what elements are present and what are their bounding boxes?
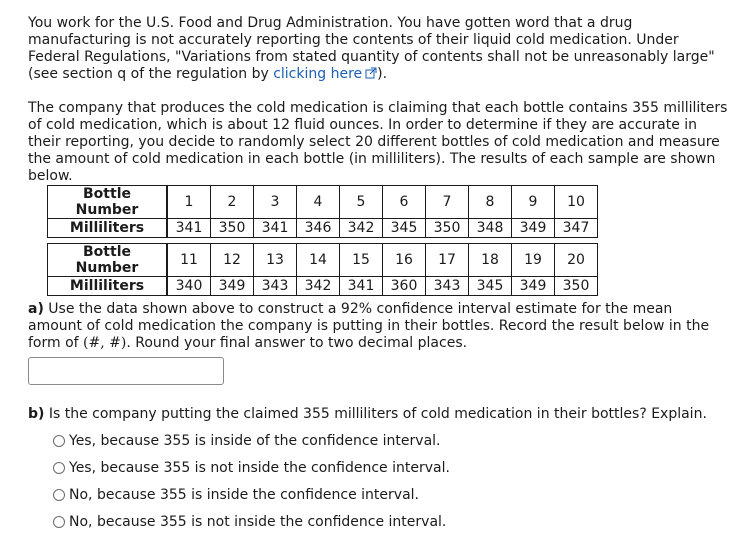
answer-option-1[interactable] bbox=[53, 433, 441, 449]
table-cell: 16 bbox=[383, 244, 426, 277]
table-cell: 2 bbox=[211, 186, 254, 219]
table-cell: 9 bbox=[512, 186, 555, 219]
table-cell: 347 bbox=[555, 219, 598, 238]
table-cell: 350 bbox=[555, 277, 598, 296]
question-a bbox=[28, 301, 728, 352]
table-cell: 348 bbox=[469, 219, 512, 238]
table-cell: 350 bbox=[426, 219, 469, 238]
intro-after-link: ). bbox=[377, 66, 388, 82]
table-cell: 341 bbox=[254, 219, 297, 238]
table-cell: 7 bbox=[426, 186, 469, 219]
intro-paragraph bbox=[28, 15, 733, 83]
external-link-icon bbox=[365, 67, 377, 79]
table-cell: 8 bbox=[469, 186, 512, 219]
answer-option-3[interactable] bbox=[53, 487, 419, 503]
table-cell: 4 bbox=[297, 186, 340, 219]
table-cell: 342 bbox=[297, 277, 340, 296]
scenario-paragraph: The company that produces the cold medication is claiming that each bottle contains 355 milliliters of cold medication, which is about 12 fluid ounces. In order to determine if they are accurate in their reporting, you decide to randomly select 20 different bottles of cold medication and measure the amount of cold medication in each bottle (in milliliters). The results of each sample are shown below. bbox=[28, 100, 728, 184]
bottle-table-1 bbox=[47, 185, 598, 238]
question-b bbox=[28, 406, 707, 422]
table-row bbox=[48, 219, 598, 238]
table-cell: 341 bbox=[167, 219, 211, 238]
table-cell: 14 bbox=[297, 244, 340, 277]
table-cell: 350 bbox=[211, 219, 254, 238]
table-cell: 360 bbox=[383, 277, 426, 296]
table-cell: 12 bbox=[211, 244, 254, 277]
table-row bbox=[48, 244, 598, 277]
bottle-table-2 bbox=[47, 243, 598, 296]
question-b-text: Is the company putting the claimed 355 milliliters of cold medication in their bottles? Explain. bbox=[44, 406, 707, 422]
question-a-text: Use the data shown above to construct a 92% confidence interval estimate for the mean amount of cold medication the company is putting in their bottles. Record the result below in the form of bbox=[28, 301, 710, 351]
answer-format: (#, #) bbox=[83, 335, 127, 351]
table-cell: 19 bbox=[512, 244, 555, 277]
answer-option-2[interactable] bbox=[53, 460, 450, 476]
row-header-milliliters: Milliliters bbox=[48, 277, 168, 296]
table-cell: 341 bbox=[340, 277, 383, 296]
intro-text: You work for the U.S. Food and Drug Administration. You have gotten word that a drug manufacturing is not accurately reporting the contents of their liquid cold medication. Under Federal Regulations, "Variations from stated quantity of contents shall not be unreasonably large" (see section q of the regulation by bbox=[28, 15, 715, 82]
regulation-link-text: clicking here bbox=[273, 66, 363, 82]
table-cell: 343 bbox=[426, 277, 469, 296]
table-cell: 6 bbox=[383, 186, 426, 219]
regulation-link[interactable] bbox=[273, 66, 377, 82]
table-cell: 345 bbox=[383, 219, 426, 238]
table-cell: 15 bbox=[340, 244, 383, 277]
table-cell: 346 bbox=[297, 219, 340, 238]
option-label: Yes, because 355 is not inside the confidence interval. bbox=[69, 460, 450, 476]
question-a-label: a) bbox=[28, 301, 44, 317]
table-cell: 345 bbox=[469, 277, 512, 296]
question-b-label: b) bbox=[28, 406, 45, 422]
option-label: No, because 355 is not inside the confidence interval. bbox=[69, 514, 447, 530]
question-a-text-after: . Round your final answer to two decimal places. bbox=[126, 335, 468, 351]
radio-button[interactable] bbox=[53, 462, 65, 474]
table-cell: 13 bbox=[254, 244, 297, 277]
table-cell: 342 bbox=[340, 219, 383, 238]
radio-button[interactable] bbox=[53, 516, 65, 528]
table-cell: 5 bbox=[340, 186, 383, 219]
table-cell: 20 bbox=[555, 244, 598, 277]
table-cell: 340 bbox=[167, 277, 211, 296]
table-cell: 343 bbox=[254, 277, 297, 296]
table-cell: 17 bbox=[426, 244, 469, 277]
table-cell: 349 bbox=[512, 277, 555, 296]
table-cell: 349 bbox=[512, 219, 555, 238]
table-cell: 10 bbox=[555, 186, 598, 219]
table-cell: 1 bbox=[167, 186, 211, 219]
table-cell: 18 bbox=[469, 244, 512, 277]
table-cell: 349 bbox=[211, 277, 254, 296]
table-row bbox=[48, 186, 598, 219]
radio-button[interactable] bbox=[53, 435, 65, 447]
row-header-bottle-number: Bottle Number bbox=[48, 244, 168, 277]
table-cell: 3 bbox=[254, 186, 297, 219]
answer-option-4[interactable] bbox=[53, 514, 446, 530]
confidence-interval-input[interactable] bbox=[28, 357, 224, 385]
option-label: Yes, because 355 is inside of the confidence interval. bbox=[69, 433, 441, 449]
option-label: No, because 355 is inside the confidence interval. bbox=[69, 487, 419, 503]
table-row bbox=[48, 277, 598, 296]
row-header-milliliters: Milliliters bbox=[48, 219, 168, 238]
radio-button[interactable] bbox=[53, 489, 65, 501]
row-header-bottle-number: Bottle Number bbox=[48, 186, 168, 219]
table-cell: 11 bbox=[167, 244, 211, 277]
